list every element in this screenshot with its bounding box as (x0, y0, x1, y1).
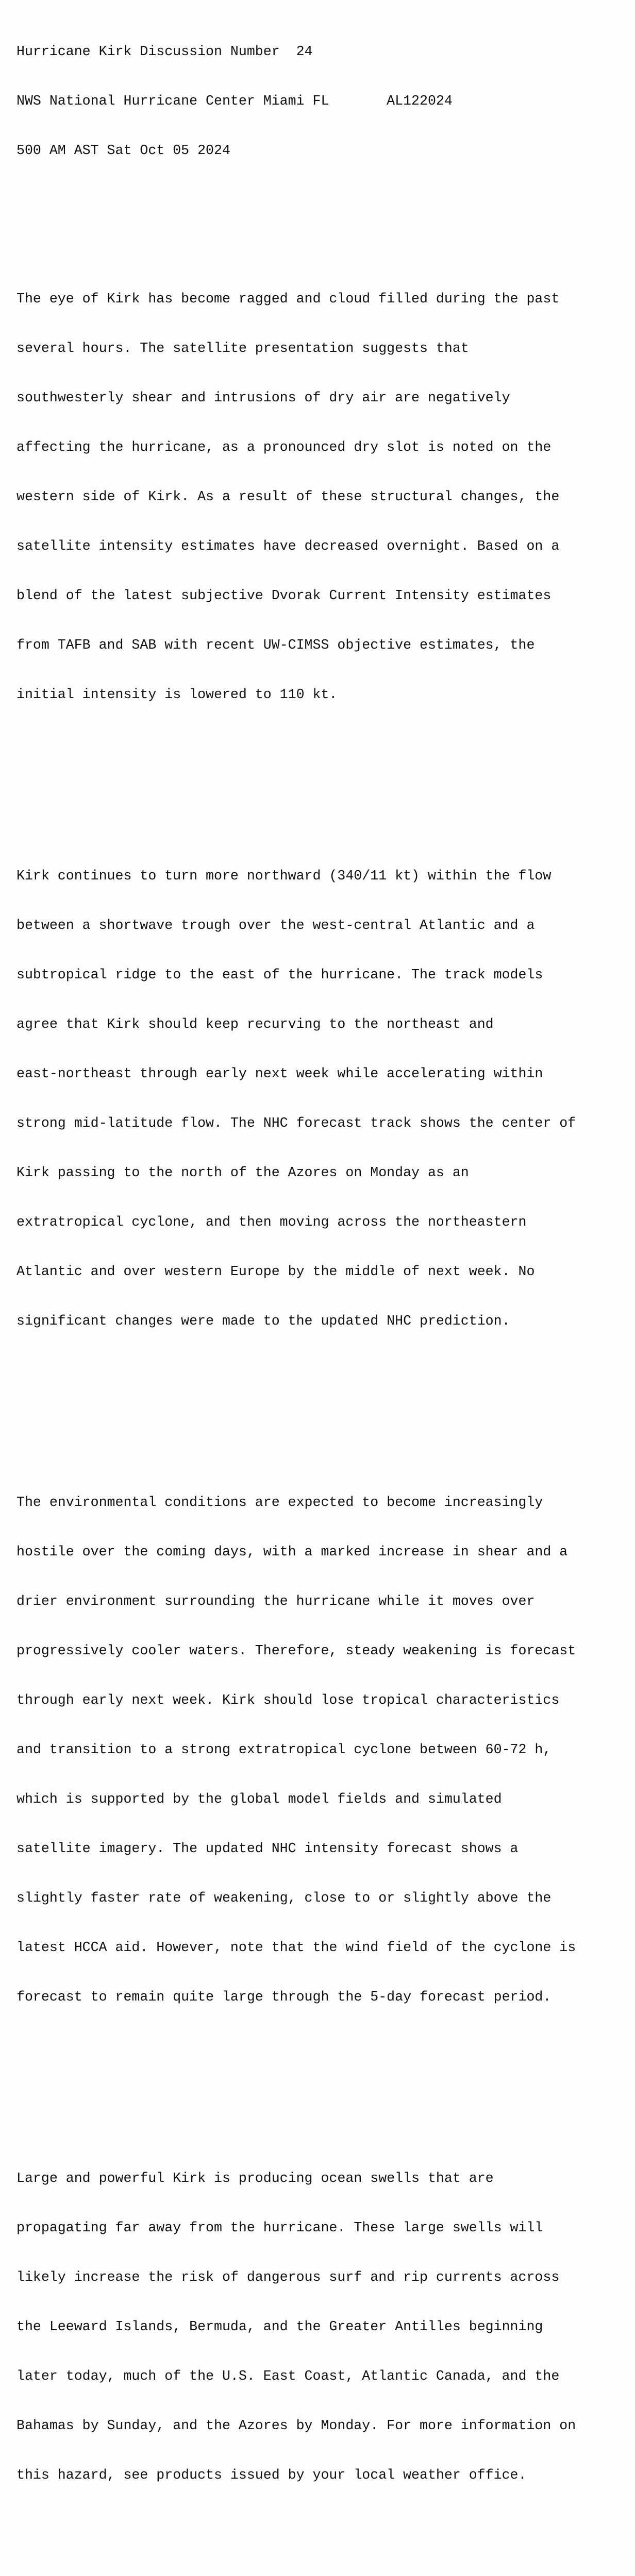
paragraph-intensity (16, 258, 635, 736)
paragraph-environment (16, 1461, 635, 2038)
text-line: progressively cooler waters. Therefore, steady weakening is forecast (16, 1643, 576, 1658)
spacer (16, 192, 635, 208)
office-line: NWS National Hurricane Center Miami FL AL122024 (16, 93, 453, 109)
text-line: the Leeward Islands, Bermuda, and the Greater Antilles beginning (16, 2319, 543, 2334)
text-line: east-northeast through early next week while accelerating within (16, 1066, 543, 1081)
paragraph-swells (16, 2137, 635, 2516)
text-line: extratropical cyclone, and then moving across the northeastern (16, 1214, 527, 1230)
spacer (16, 769, 635, 785)
text-line: hostile over the coming days, with a marked increase in shear and a (16, 1544, 568, 1560)
text-line: satellite imagery. The updated NHC intensity forecast shows a (16, 1841, 519, 1856)
issue-time: 500 AM AST Sat Oct 05 2024 (16, 143, 230, 158)
text-line: propagating far away from the hurricane. These large swells will (16, 2220, 543, 2235)
document-title: Hurricane Kirk Discussion Number 24 (16, 44, 313, 59)
text-line: southwesterly shear and intrusions of dry air are negatively (16, 390, 510, 405)
spacer (16, 2071, 635, 2088)
text-line: Bahamas by Sunday, and the Azores by Monday. For more information on (16, 2418, 576, 2433)
text-line: this hazard, see products issued by your local weather office. (16, 2467, 527, 2483)
spacer (16, 2549, 635, 2566)
paragraph-track (16, 835, 635, 1362)
text-line: and transition to a strong extratropical cyclone between 60-72 h, (16, 1742, 552, 1757)
text-line: affecting the hurricane, as a pronounced dry slot is noted on the (16, 439, 552, 455)
text-line: subtropical ridge to the east of the hurricane. The track models (16, 967, 543, 982)
text-line: Kirk continues to turn more northward (340/11 kt) within the flow (16, 868, 552, 884)
text-line: western side of Kirk. As a result of these structural changes, the (16, 489, 560, 504)
text-line: later today, much of the U.S. East Coast, Atlantic Canada, and the (16, 2368, 560, 2384)
text-line: latest HCCA aid. However, note that the wind field of the cyclone is (16, 1940, 576, 1955)
text-line: initial intensity is lowered to 110 kt. (16, 687, 338, 702)
text-line: from TAFB and SAB with recent UW-CIMSS objective estimates, the (16, 637, 535, 653)
text-line: between a shortwave trough over the west-central Atlantic and a (16, 918, 535, 933)
text-line: Atlantic and over western Europe by the middle of next week. No (16, 1264, 535, 1279)
spacer (16, 1395, 635, 1412)
text-line: drier environment surrounding the hurricane while it moves over (16, 1594, 535, 1609)
text-line: The environmental conditions are expected to become increasingly (16, 1495, 543, 1510)
text-line: through early next week. Kirk should lose tropical characteristics (16, 1692, 560, 1708)
text-line: several hours. The satellite presentation suggests that (16, 341, 469, 356)
text-line: satellite intensity estimates have decreased overnight. Based on a (16, 538, 560, 554)
text-line: likely increase the risk of dangerous surf and rip currents across (16, 2269, 560, 2285)
text-line: strong mid-latitude flow. The NHC forecast track shows the center of (16, 1115, 576, 1131)
text-line: slightly faster rate of weakening, close to or slightly above the (16, 1890, 552, 1906)
text-line: forecast to remain quite large through the 5-day forecast period. (16, 1989, 552, 2005)
text-line: Kirk passing to the north of the Azores on Monday as an (16, 1165, 469, 1180)
text-line: blend of the latest subjective Dvorak Current Intensity estimates (16, 588, 552, 603)
text-line: agree that Kirk should keep recurving to the northeast and (16, 1016, 494, 1032)
text-line: Large and powerful Kirk is producing ocean swells that are (16, 2171, 494, 2186)
text-line: significant changes were made to the updated NHC prediction. (16, 1313, 510, 1329)
text-line: The eye of Kirk has become ragged and cloud filled during the past (16, 291, 560, 307)
text-line: which is supported by the global model fields and simulated (16, 1791, 502, 1807)
